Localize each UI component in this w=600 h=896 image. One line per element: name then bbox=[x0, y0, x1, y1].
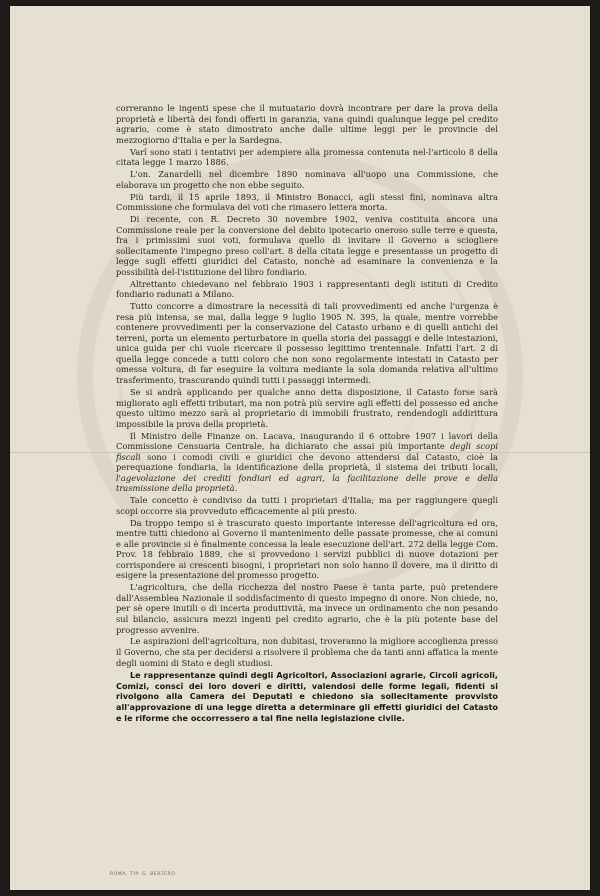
italic-text-run: l'agevolazione dei crediti fondiari ed agrari, la facilitazione delle prove e della trasmissione della proprietà. bbox=[116, 472, 498, 494]
body-paragraph bbox=[116, 214, 498, 277]
italic-text-run: degli scopi fiscali bbox=[116, 441, 499, 462]
text-run: Se si andrà applicando per qualche anno detta disposizione, il Catasto forse sarà migliorato agli effetti tributari, ma non potrà più servire agli effetti del possesso ed anche questo ultimo mezzo sarà al proprietario di immobili frustrato, rendendogli addirittura impossibile la prova della proprietà. bbox=[116, 386, 498, 429]
text-run: correranno le ingenti spese che il mutuatario dovrà incontrare per dare la prova della proprietà e libertà dei fondi offerti in garanzia, vana quindi qualunque legge pel credito agrario, come è stato dimostrato anche dalle ultime leggi per le provincie del mezzogiorno d'Italia e per la Sardegna. bbox=[116, 103, 498, 145]
text-run: sono i comodi civili e giuridici che devono attendersi dal Catasto, cioè la perequazione fondiaria, la identificazione della proprietà, il sistema dei tributi locali, bbox=[116, 451, 498, 473]
text-run: Le rappresentanze quindi degli Agricoltori, Associazioni agrarie, Circoli agricoli, Comizi, conscî dei loro doveri e diritti, valendosi delle forme legali, fidenti si rivolgono alla Camera dei Deputati e chiedono sia sollecitamente provvisto all'approvazione di una legge diretta a determinare gli effetti giuridici del Catasto e le riforme che occorressero a tal fine nella legislazione civile. bbox=[116, 670, 498, 723]
body-paragraph bbox=[116, 518, 498, 581]
body-paragraph bbox=[116, 582, 498, 635]
text-run: Le aspirazioni dell'agricoltura, non dubitasi, troveranno la migliore accoglienza presso il Governo, che sta per decidersi a risolvere il problema che da tanti anni affatica la mente degli uomini di Stato e degli studiosi. bbox=[116, 636, 498, 668]
text-run: Di recente, con R. Decreto 30 novembre 1902, veniva costituita ancora una Commissione reale per la conversione del debito ipotecario oneroso sulle terre e questa, fra i primissimi suoi voti, formulava quello di invitare il Governo a sciogliere sollecitamente l'impegno preso coll'art. 8 della citata legge e presentasse un progetto di legge sugli effetti giuridici del Catasto, nonchè ad esaminare la convenienza e la possibilità del-l'istituzione del libro fondiario. bbox=[116, 214, 498, 277]
text-run: Altrettanto chiedevano nel febbraio 1903 i rappresentanti degli istituti di Credito fondiario radunati a Milano. bbox=[116, 278, 498, 300]
body-paragraph bbox=[116, 636, 498, 668]
body-paragraph bbox=[116, 431, 498, 494]
body-paragraph bbox=[116, 279, 498, 300]
text-run: Più tardi, il 15 aprile 1893, il Ministro Bonacci, agli stessi fini, nominava altra Commissione che formulava dei voti che rimasero lettera morta. bbox=[116, 191, 498, 213]
text-run: Da troppo tempo si è trascurato questo importante interesse dell'agricoltura ed ora, mentre tutti chiedono al Governo il mantenimento delle passate promesse, che ai comuni e alle provincie si è finalmente concessa la leale esecuzione dell'art. 272 della legge Com. Prov. 18 febbraio 1889, che si provvedono i servizi pubblici di nuove dotazioni per corrispondere ai crescenti bisogni, i proprietari non solo hanno il dovere, ma il diritto di esigere la presentazione del promesso progetto. bbox=[116, 517, 498, 581]
body-paragraph bbox=[116, 495, 498, 516]
printer-imprint: ROMA, TIP. G. BERTERO bbox=[110, 872, 176, 877]
text-run: Tale concetto è condiviso da tutti i proprietari d'Italia; ma per raggiungere quegli scopi occorre sia provveduto efficacemente al più presto. bbox=[116, 495, 498, 516]
text-run: Varî sono stati i tentativi per adempiere alla promessa contenuta nel-l'articolo 8 della citata legge 1 marzo 1886. bbox=[116, 146, 498, 168]
body-paragraph bbox=[116, 169, 498, 190]
text-run: L'on. Zanardelli nel dicembre 1890 nominava all'uopo una Commissione, che elaborava un progetto che non ebbe seguito. bbox=[116, 169, 498, 190]
closing-request-paragraph bbox=[116, 670, 498, 723]
text-run: L'agricoltura, che della ricchezza del nostro Paese è tanta parte, può pretendere dall'Assemblea Nazionale il soddisfacimento di questo impegno di onore. Non chiede, no, per sè opere inutili o di incerta produttività, ma invece un ordinamento che non pesando sul bilancio, assicura mezzi ingenti pel credito agrario, che è la più potente base del progresso avvenire. bbox=[116, 582, 498, 635]
body-paragraph bbox=[116, 103, 498, 145]
body-paragraph bbox=[116, 301, 498, 385]
text-run: Il Ministro delle Finanze on. Lacava, inaugurando il 6 ottobre 1907 i lavori della Commissione Censuaria Centrale, ha dichiarato che assai più importante bbox=[116, 430, 498, 452]
body-paragraph bbox=[116, 387, 498, 429]
document-body bbox=[116, 103, 498, 724]
body-paragraph bbox=[116, 147, 498, 168]
text-run: Tutto concorre a dimostrare la necessità di tali provvedimenti ed anche l'urgenza è resa più intensa, se mai, dalla legge 9 luglio 1905 N. 395, la quale, mentre vorrebbe contenere provvedimenti per la conservazione del Catasto urbano e di quelli antichi dei terreni, porta un elemento perturbatore in quella storia dei passaggi e delle intestazioni, unica guida per chi vuole ricercare il possesso legittimo trentennale. Infatti l'art. 2 di quella legge concede a tutti coloro che non sono regolarmente intestati in Catasto per omessa voltura, di far eseguire la voltura mediante la sola domanda relativa all'ultimo trasferimento, trascurando quindi tutti i passaggi intermedi. bbox=[116, 301, 498, 386]
document-page bbox=[10, 6, 590, 890]
body-paragraph bbox=[116, 192, 498, 213]
